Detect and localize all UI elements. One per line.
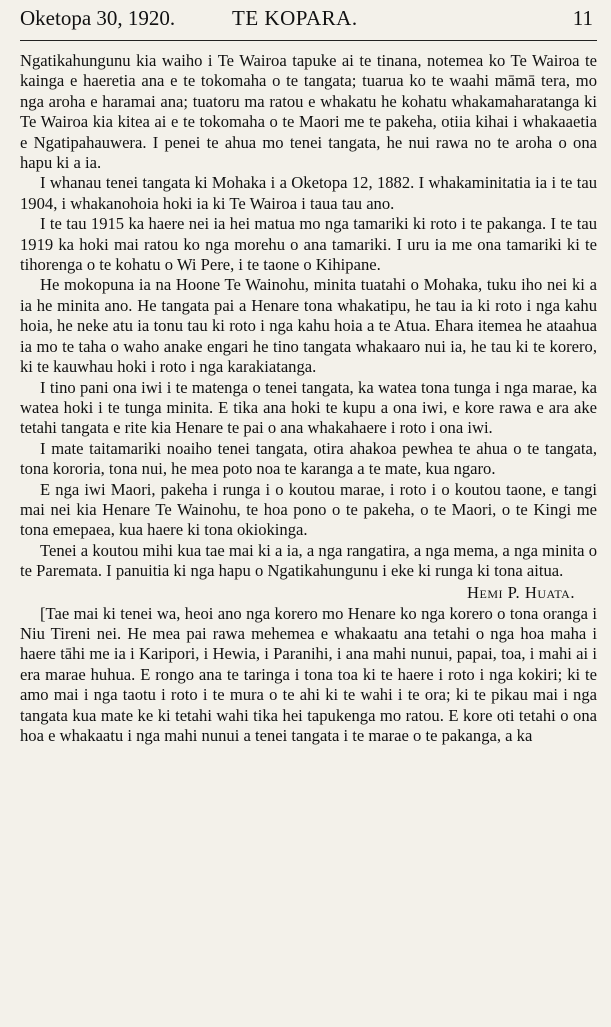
- page-header: [20, 0, 597, 41]
- closing-paragraph: [Tae mai ki tenei wa, heoi ano nga korero mo Henare ko nga korero o tona oranga i Niu Tireni nei. He mea pai rawa mehemea e whakaatu ana tetahi o nga hoa maha i haere tāhi me ia i Karipori, i Hewia, i Paranihi, i ana mahi nunui, papai, toa, i mahi ai i era marae huhua. E rongo ana te taringa i tona toa ki te haere i roto i nga kokiri; ki te amo mai i nga taotu i roto i te mura o te ahi ki te wahi i te ora; ki te pikau mai i nga tangata kua mate ke ki tetahi wahi tika hei tapukenga mo ratou. E kore oti tetahi o ona hoa e whakaatu i nga mahi nunui a tenei tangata i te marae o te pakanga, a ka: [20, 603, 597, 745]
- paragraph-4: He mokopuna ia na Hoone Te Wainohu, minita tuatahi o Mohaka, tuku iho nei ki a ia he minita ano. He tangata pai a Henare tona whakatipu, he tau ia ki roto i nga kahu hoia, he neke atu ia tonu tau ki roto i nga kahu hoia a te Atua. Ehara itemea he ataahua ia mo te taha o waho anake engari he tino tangata whakaaro nui ia, he tau ki te korero, ki te kauwhau hoki i roto i nga karakiatanga.: [20, 275, 597, 377]
- paragraph-2: I whanau tenei tangata ki Mohaka i a Oketopa 12, 1882. I whakaminitatia ia i te tau 1904, i whakanohoia hoki ia ki Te Wairoa i taua tau ano.: [20, 173, 597, 213]
- paragraph-5: I tino pani ona iwi i te matenga o tenei tangata, ka watea tona tunga i nga marae, ka watea hoki i te tunga minita. E tika ana hoki te kupu a ona iwi, e kore rawa e ara ake tetahi tangata e rite kia Henare te pai o ana whakahaere i roto i ona iwi.: [20, 377, 597, 438]
- author-signature: Hemi P. Huata.: [467, 582, 575, 602]
- article-body: [20, 51, 597, 746]
- publication-title: TE KOPARA.: [232, 6, 358, 30]
- issue-date: Oketopa 30, 1920.: [20, 6, 176, 30]
- page-number: 11: [572, 6, 593, 30]
- paragraph-7: E nga iwi Maori, pakeha i runga i o koutou marae, i roto i o koutou taone, e tangi mai nei kia Henare Te Wainohu, te hoa pono o te pakeha, o te Maori, o te Kingi me tona emepaea, kua haere ki tona okiokinga.: [20, 479, 597, 540]
- paragraph-6: I mate taitamariki noaiho tenei tangata, otira ahakoa pewhea te ahua o te tangata, tona kororia, tona nui, he mea poto noa te karanga a te mate, kua ngaro.: [20, 438, 597, 479]
- paragraph-3: I te tau 1915 ka haere nei ia hei matua mo nga tamariki ki roto i te pakanga. I te tau 1919 ka hoki mai ratou ko nga morehu o ana tamariki. I uru ia me ona tamariki ki te tihorenga o te kohatu o Wi Pere, i te taone o Kihipane.: [20, 214, 597, 275]
- paragraph-8: Tenei a koutou mihi kua tae mai ki a ia, a nga rangatira, a nga mema, a nga minita o te Paremata. I panuitia ki nga hapu o Ngatikahungunu i eke ki runga ki tona aitua.: [20, 540, 597, 581]
- paragraph-1: Ngatikahungunu kia waiho i Te Wairoa tapuke ai te tinana, notemea ko Te Wairoa te kainga e haeretia ana e te tokomaha o te tangata; tuarua ko te waahi māmā tera, mo nga aroha e haramai ana; tuatoru ma ratou e whakatu he kohatu whakamaharatanga ki Te Wairoa kia kitea ai e te tokomaha o te Maori me te pakeha, otiia kihai i whakaaetia e Ngatipahauwera. I penei te ahua mo tenei tangata, he nui rawa no te aroha o ona hapu ki a ia.: [20, 51, 597, 173]
